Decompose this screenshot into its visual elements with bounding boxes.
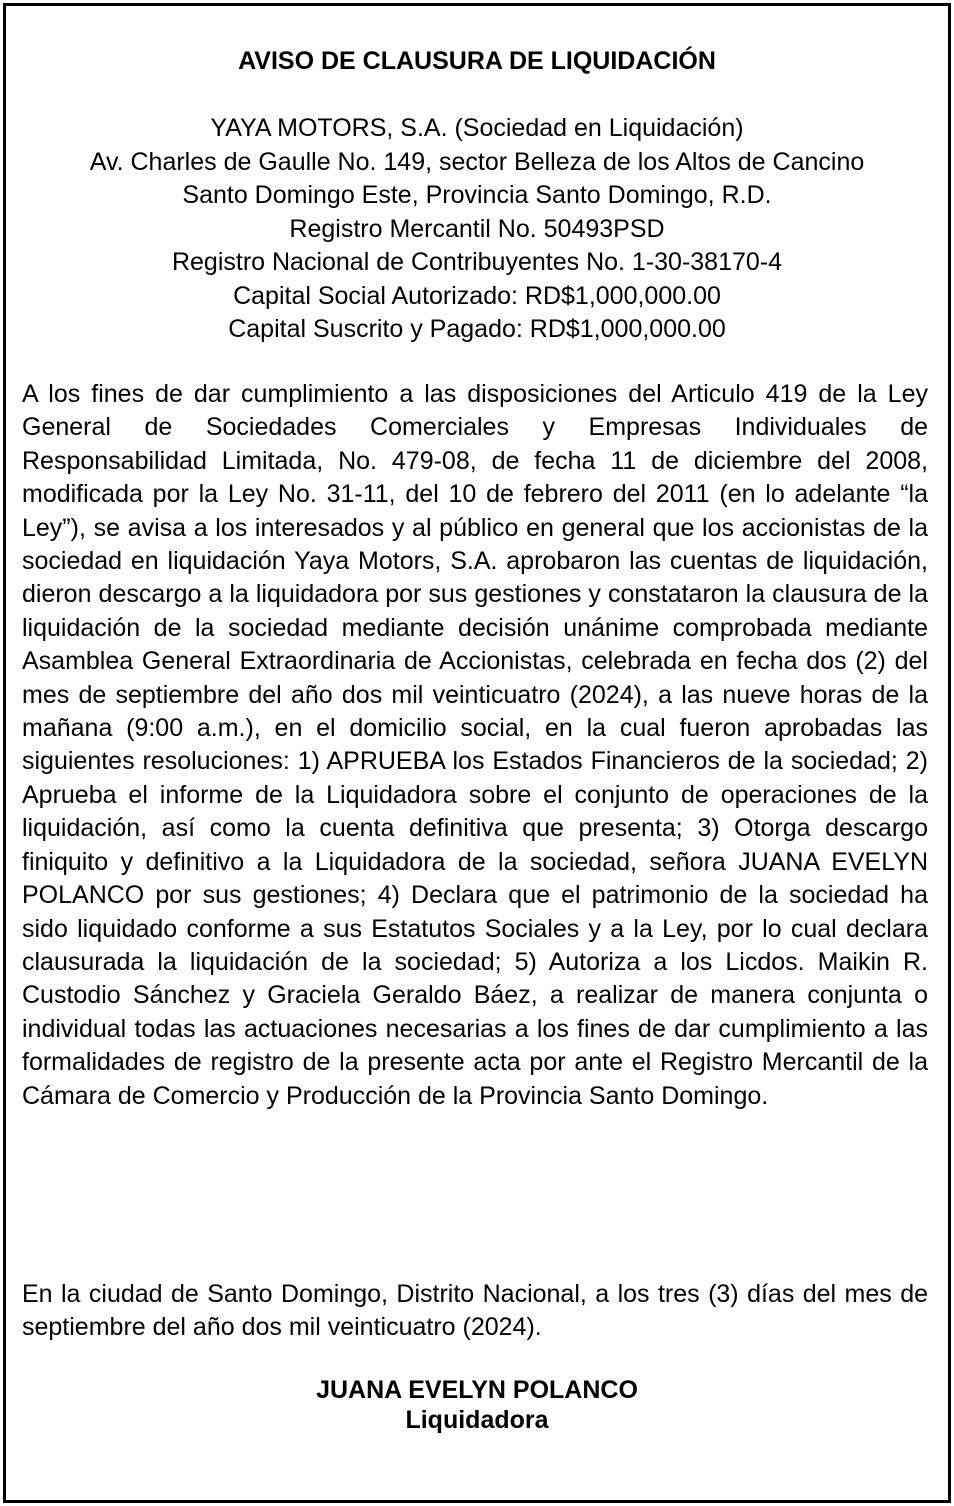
capital-autorizado: Capital Social Autorizado: RD$1,000,000.00 [233, 281, 721, 310]
signature-block [6, 1375, 948, 1435]
company-info-block [6, 112, 948, 347]
rnc-number: Registro Nacional de Contribuyentes No. 1-30-38170-4 [171, 248, 783, 276]
body-paragraph-date: En la ciudad de Santo Domingo, Distrito Nacional, a los tres (3) días del mes de septiembre del año dos mil veinticuatro (2024). [22, 1280, 928, 1342]
company-address-line-1: Av. Charles de Gaulle No. 149, sector Belleza de los Altos de Cancino [89, 147, 865, 176]
signatory-name: JUANA EVELYN POLANCO [316, 1376, 638, 1404]
company-address-line-2: Santo Domingo Este, Provincia Santo Domingo, R.D. [182, 181, 772, 209]
signatory-role: Liquidadora [405, 1406, 549, 1434]
registro-mercantil: Registro Mercantil No. 50493PSD [289, 214, 665, 243]
notice-title: AVISO DE CLAUSURA DE LIQUIDACIÓN [238, 47, 716, 75]
legal-notice [3, 3, 951, 1503]
company-name: YAYA MOTORS, S.A. (Sociedad en Liquidación) [210, 114, 744, 142]
body-paragraph-main: A los fines de dar cumplimiento a las disposiciones del Articulo 419 de la Ley General de Sociedades Comerciales y Empresas Individuales de Responsabilidad Limitada, No. 479-08, de fecha 11 de diciembre del 2008, modificada por la Ley No. 31-11, del 10 de febrero del 2011 (en lo adelante “la Ley”), se avisa a los interesados y al público en general que los accionistas de la sociedad en liquidación Yaya Motors, S.A. aprobaron las cuentas de liquidación, dieron descargo a la liquidadora por sus gestiones y constataron la clausura de la liquidación de la sociedad mediante decisión unánime comprobada mediante Asamblea General Extraordinaria de Accionistas, celebrada en fecha dos (2) del mes de septiembre del año dos mil veinticuatro (2024), a las nueve horas de la mañana (9:00 a.m.), en el domicilio social, en la cual fueron aprobadas las siguientes resoluciones: 1) APRUEBA los Estados Financieros de la sociedad; 2) Aprueba el informe de la Liquidadora sobre el conjunto de operaciones de la liquidación, así como la cuenta definitiva que presenta; 3) Otorga descargo finiquito y definitivo a la Liquidadora de la sociedad, señora JUANA EVELYN POLANCO por sus gestiones; 4) Declara que el patrimonio de la sociedad ha sido liquidado conforme a sus Estatutos Sociales y a la Ley, por lo cual declara clausurada la liquidación de la sociedad; 5) Autoriza a los Licdos. Maikin R. Custodio Sánchez y Graciela Geraldo Báez, a realizar de manera conjunta o individual todas las actuaciones necesarias a los fines de dar cumplimiento a las formalidades de registro de la presente acta por ante el Registro Mercantil de la Cámara de Comercio y Producción de la Provincia Santo Domingo. [22, 380, 928, 1110]
capital-suscrito: Capital Suscrito y Pagado: RD$1,000,000.00 [228, 315, 726, 343]
